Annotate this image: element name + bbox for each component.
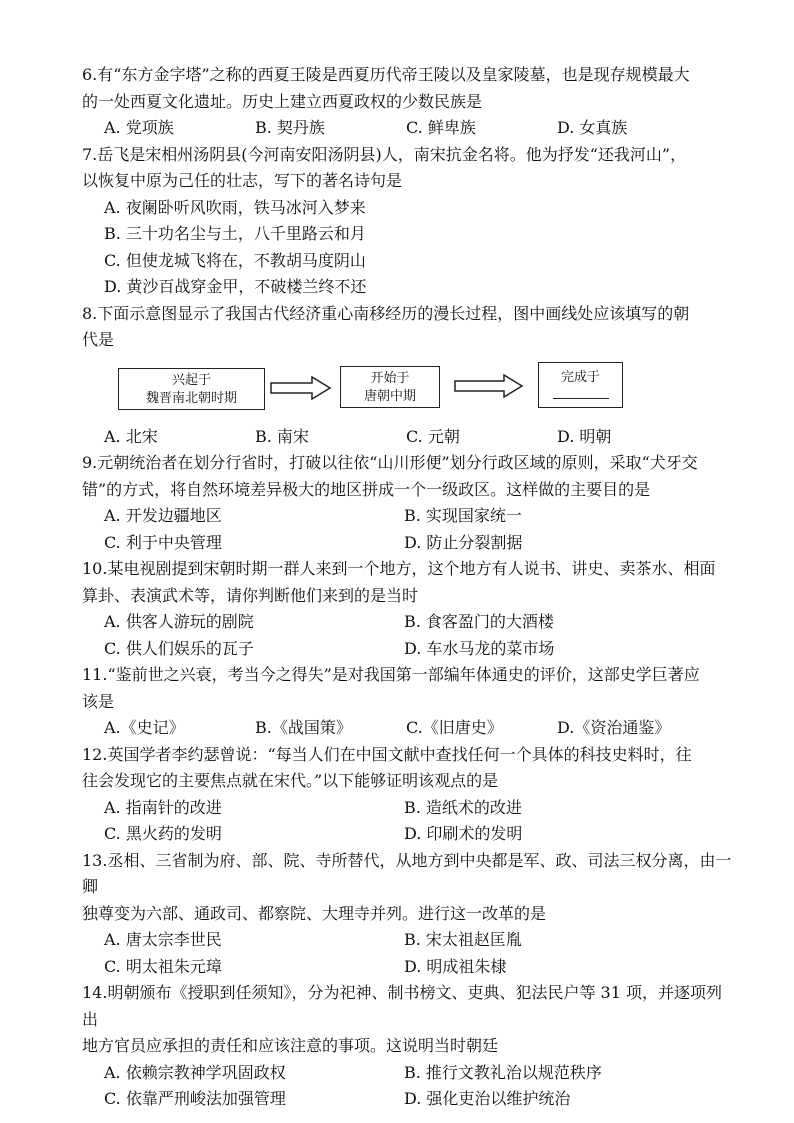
question-7 — [82, 142, 734, 301]
question-8-stem-line-2: 代是 — [82, 330, 115, 349]
option-d[interactable]: D. 黄沙百战穿金甲，不破楼兰终不还 — [104, 277, 367, 296]
question-7-stem-line-2: 以恢复中原为己任的壮志，写下的著名诗句是 — [82, 171, 403, 190]
option-a[interactable]: A. 唐太宗李世民 — [104, 930, 222, 949]
question-10-options-row-2 — [82, 636, 734, 663]
option-a[interactable]: A. 夜阑卧听风吹雨，铁马冰河入梦来 — [104, 197, 366, 217]
question-7-stem-line-1: 7.岳飞是宋相州汤阴县(今河南安阳汤阴县)人，南宋抗金名将。他为抒发“还我河山”， — [82, 144, 687, 164]
option-d[interactable]: D. 防止分裂割据 — [404, 532, 523, 552]
question-13 — [82, 848, 734, 981]
option-b[interactable]: B. 南宋 — [255, 426, 309, 446]
option-b[interactable]: B. 食客盈门的大酒楼 — [404, 612, 554, 631]
question-6-options — [82, 115, 734, 142]
question-14-options-row-2 — [82, 1086, 734, 1113]
question-10-options-row-1 — [82, 609, 734, 636]
question-13-options-row-1 — [82, 927, 734, 954]
question-8 — [82, 301, 734, 451]
option-b[interactable]: B. 实现国家统一 — [404, 506, 522, 525]
question-6 — [82, 62, 734, 142]
option-d[interactable]: D. 明朝 — [557, 426, 612, 446]
question-10 — [82, 556, 734, 662]
option-c[interactable]: C.《旧唐史》 — [406, 718, 503, 737]
option-c[interactable]: C. 供人们娱乐的瓦子 — [104, 638, 254, 658]
diagram-box-rise — [118, 368, 265, 410]
question-12-stem-line-1: 12.英国学者李约瑟曾说：“每当人们在中国文献中查找任何一个具体的科技史料时，往 — [82, 744, 692, 764]
option-b[interactable]: B. 造纸术的改进 — [404, 797, 522, 817]
option-a[interactable]: A. 指南针的改进 — [104, 797, 222, 817]
arrow-right-icon — [454, 374, 524, 398]
diagram-box-start-line-2: 唐朝中期 — [363, 388, 416, 404]
question-10-stem-line-1: 10.某电视剧提到宋朝时期一群人来到一个地方，这个地方有人说书、讲史、卖茶水、相面 — [82, 559, 716, 578]
question-9-options-row-2 — [82, 530, 734, 557]
question-9-stem-line-2: 错”的方式，将自然环境差异极大的地区拼成一个一级政区。这样做的主要目的是 — [82, 479, 651, 499]
arrow-right-icon — [270, 376, 332, 400]
option-a[interactable]: A. 供客人游玩的剧院 — [104, 612, 254, 631]
option-c[interactable]: C. 黑火药的发明 — [104, 824, 222, 843]
option-a[interactable]: A. 北宋 — [104, 426, 158, 446]
option-d[interactable]: D. 印刷术的发明 — [404, 824, 523, 843]
option-d[interactable]: D. 女真族 — [557, 118, 628, 137]
question-8-stem-line-1: 8.下面示意图显示了我国古代经济重心南移经历的漫长过程，图中画线处应该填写的朝 — [82, 303, 690, 323]
question-6-stem-line-1: 6.有“东方金字塔”之称的西夏王陵是西夏历代帝王陵以及皇家陵墓，也是现存规模最大 — [82, 65, 690, 84]
question-11-stem-line-1: 11.“鉴前世之兴衰，考当今之得失”是对我国第一部编年体通史的评价，这部史学巨著应 — [82, 665, 700, 684]
question-9 — [82, 450, 734, 556]
option-b[interactable]: B. 三十功名尘与土，八千里路云和月 — [104, 224, 366, 243]
option-b[interactable]: B. 推行文教礼治以规范秩序 — [404, 1062, 602, 1082]
diagram-box-complete-label: 完成于 — [560, 369, 600, 385]
option-c[interactable]: C. 但使龙城飞将在，不教胡马度阴山 — [104, 250, 366, 270]
question-12-stem-line-2: 往会发现它的主要焦点就在宋代。”以下能够证明该观点的是 — [82, 771, 499, 790]
option-d[interactable]: D. 明成祖朱棣 — [404, 956, 507, 976]
question-9-stem-line-1: 9.元朝统治者在划分行省时，打破以往依“山川形便”划分行政区域的原则，采取“犬牙交 — [82, 453, 698, 472]
question-14-stem-line-1: 14.明朝颁布《授职到任须知》，分为祀神、制书榜文、吏典、犯法民户等 31 项，并逐项列出 — [82, 983, 722, 1029]
question-13-stem-line-1: 13.丞相、三省制为府、部、院、寺所替代，从地方到中央都是军、政、司法三权分离，由一卿 — [82, 850, 732, 896]
diagram-box-start — [340, 366, 440, 408]
option-c[interactable]: C. 元朝 — [406, 426, 460, 446]
option-a[interactable]: A.《史记》 — [104, 718, 185, 737]
question-14-options-row-1 — [82, 1060, 734, 1087]
option-b[interactable]: B. 契丹族 — [255, 118, 325, 137]
question-12-options-row-2 — [82, 821, 734, 848]
question-13-stem-line-2: 独尊变为六部、通政司、都察院、大理寺并列。进行这一改革的是 — [82, 903, 547, 923]
diagram-box-start-line-1: 开始于 — [370, 370, 410, 386]
economic-center-diagram — [82, 362, 734, 418]
question-9-options-row-1 — [82, 503, 734, 530]
option-c[interactable]: C. 明太祖朱元璋 — [104, 956, 222, 976]
question-12-options-row-1 — [82, 795, 734, 822]
option-d[interactable]: D. 强化吏治以维护统治 — [404, 1089, 571, 1108]
question-6-stem-line-2: 的一处西夏文化遗址。历史上建立西夏政权的少数民族是 — [82, 91, 483, 111]
diagram-box-complete — [538, 362, 623, 408]
option-a[interactable]: A. 党项族 — [104, 118, 174, 137]
option-a[interactable]: A. 开发边疆地区 — [104, 506, 222, 525]
option-c[interactable]: C. 鲜卑族 — [406, 118, 476, 137]
diagram-box-rise-line-1: 兴起于 — [171, 372, 211, 388]
option-b[interactable]: B. 宋太祖赵匡胤 — [404, 930, 522, 949]
question-8-options — [82, 424, 734, 451]
question-14 — [82, 980, 734, 1113]
option-c[interactable]: C. 利于中央管理 — [104, 532, 222, 552]
question-11-stem-line-2: 该是 — [82, 691, 115, 711]
option-c[interactable]: C. 依靠严刑峻法加强管理 — [104, 1089, 286, 1108]
question-14-stem-line-2: 地方官员应承担的责任和应该注意的事项。这说明当时朝廷 — [82, 1036, 499, 1055]
question-11 — [82, 662, 734, 742]
option-b[interactable]: B.《战国策》 — [255, 718, 352, 737]
option-d[interactable]: D. 车水马龙的菜市场 — [404, 638, 555, 658]
question-11-options — [82, 715, 734, 742]
question-12 — [82, 742, 734, 848]
diagram-box-rise-line-2: 魏晋南北朝时期 — [145, 390, 237, 406]
option-d[interactable]: D.《资治通鉴》 — [557, 718, 671, 737]
question-10-stem-line-2: 算卦、表演武术等，请你判断他们来到的是当时 — [82, 585, 419, 605]
question-13-options-row-2 — [82, 954, 734, 981]
option-a[interactable]: A. 依赖宗教神学巩固政权 — [104, 1062, 286, 1082]
answer-blank-line[interactable] — [553, 394, 609, 399]
